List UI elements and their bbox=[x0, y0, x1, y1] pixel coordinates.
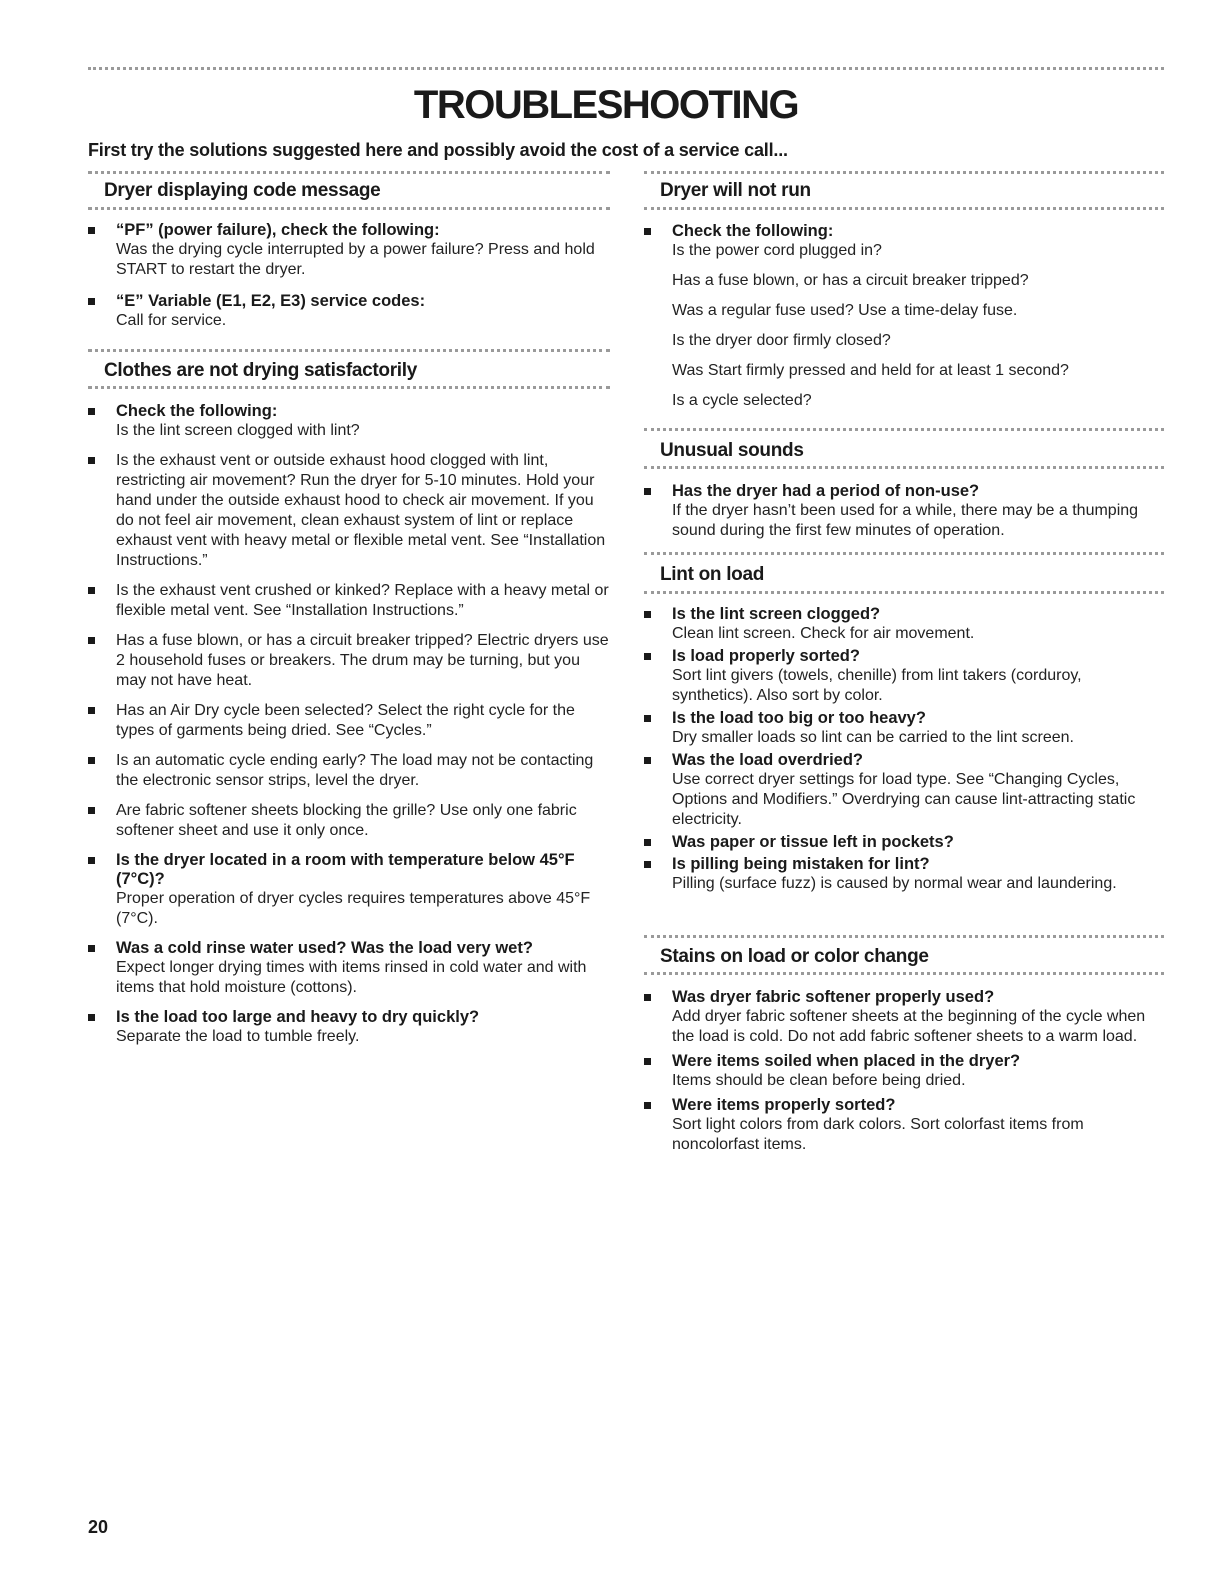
list-item bbox=[88, 221, 610, 280]
item-answer: Sort light colors from dark colors. Sort colorfast items from noncolorfast items. bbox=[672, 1116, 1084, 1153]
page-number: 20 bbox=[88, 1517, 109, 1537]
bullet-icon bbox=[88, 227, 95, 234]
section-heading: Clothes are not drying satisfactorily bbox=[104, 360, 418, 381]
bullet-icon bbox=[644, 839, 651, 846]
item-answer: Was the drying cycle interrupted by a power failure? Press and hold START to restart the dryer. bbox=[116, 241, 595, 278]
item-answer: Are fabric softener sheets blocking the grille? Use only one fabric softener sheet and use it only once. bbox=[116, 802, 577, 839]
item-answer: Expect longer drying times with items rinsed in cold water and with items that hold moisture (cottons). bbox=[116, 959, 587, 996]
item-answer: Separate the load to tumble freely. bbox=[116, 1028, 360, 1045]
bullet-icon bbox=[644, 653, 651, 660]
list-item bbox=[88, 801, 610, 841]
section-heading: Dryer displaying code message bbox=[104, 180, 381, 201]
list-item bbox=[88, 939, 610, 998]
item-question: Is pilling being mistaken for lint? bbox=[672, 855, 930, 873]
list-item bbox=[88, 292, 610, 331]
section-rule bbox=[644, 935, 1164, 938]
list-item bbox=[88, 851, 610, 929]
item-question: Were items soiled when placed in the dryer? bbox=[672, 1052, 1021, 1070]
item-answer: Use correct dryer settings for load type. See “Changing Cycles, Options and Modifiers.” Overdrying can cause lint-attracting static electricity. bbox=[672, 771, 1136, 828]
section-unusual-sounds bbox=[644, 440, 1164, 462]
item-answer: Is the lint screen clogged with lint? bbox=[116, 422, 360, 439]
item-question: Is the dryer located in a room with temperature below 45°F (7°C)? bbox=[116, 851, 575, 888]
bullet-icon bbox=[644, 757, 651, 764]
list-item bbox=[88, 1008, 610, 1047]
section-heading: Stains on load or color change bbox=[660, 946, 929, 967]
item-answer: Add dryer fabric softener sheets at the beginning of the cycle when the load is cold. Do not add fabric softener sheets to a warm load. bbox=[672, 1008, 1146, 1045]
not-drying-list bbox=[88, 402, 610, 1047]
section-not-drying bbox=[88, 360, 610, 382]
list-item bbox=[644, 1052, 1164, 1091]
item-question: Was paper or tissue left in pockets? bbox=[672, 833, 954, 851]
section-rule bbox=[88, 207, 610, 210]
item-question: “PF” (power failure), check the following: bbox=[116, 221, 440, 239]
bullet-icon bbox=[88, 457, 95, 464]
item-question: “E” Variable (E1, E2, E3) service codes: bbox=[116, 292, 426, 310]
section-rule bbox=[88, 349, 610, 352]
section-rule bbox=[644, 171, 1164, 174]
bullet-icon bbox=[88, 945, 95, 952]
bullet-icon bbox=[88, 757, 95, 764]
section-heading: Dryer will not run bbox=[660, 180, 811, 201]
list-item bbox=[644, 605, 1164, 644]
bullet-icon bbox=[644, 611, 651, 618]
bullet-icon bbox=[644, 228, 651, 235]
list-item bbox=[88, 402, 610, 441]
unusual-sounds-list bbox=[644, 482, 1164, 541]
list-item bbox=[88, 701, 610, 741]
item-answer: Is an automatic cycle ending early? The load may not be contacting the electronic sensor strips, level the dryer. bbox=[116, 752, 594, 789]
item-answer: Clean lint screen. Check for air movement. bbox=[672, 625, 975, 642]
section-lint-on-load bbox=[644, 564, 1164, 586]
bullet-icon bbox=[88, 707, 95, 714]
check-item: Has a fuse blown, or has a circuit breaker tripped? bbox=[672, 272, 1029, 289]
bullet-icon bbox=[644, 1058, 651, 1065]
section-will-not-run bbox=[644, 180, 1164, 202]
list-item bbox=[644, 222, 1164, 241]
top-rule bbox=[88, 67, 1164, 70]
list-item bbox=[644, 988, 1164, 1047]
item-answer: Items should be clean before being dried. bbox=[672, 1072, 966, 1089]
item-answer: If the dryer hasn’t been used for a while, there may be a thumping sound during the first few minutes of operation. bbox=[672, 502, 1139, 539]
item-answer: Call for service. bbox=[116, 312, 227, 329]
bullet-icon bbox=[88, 807, 95, 814]
bullet-icon bbox=[644, 1102, 651, 1109]
bullet-icon bbox=[88, 587, 95, 594]
item-question: Is the lint screen clogged? bbox=[672, 605, 881, 623]
bullet-icon bbox=[88, 1014, 95, 1021]
bullet-icon bbox=[88, 298, 95, 305]
list-item bbox=[88, 751, 610, 791]
section-code-message bbox=[88, 180, 610, 202]
item-question: Has the dryer had a period of non-use? bbox=[672, 482, 980, 500]
item-question: Is the load too large and heavy to dry quickly? bbox=[116, 1008, 480, 1026]
code-message-list bbox=[88, 221, 610, 331]
item-answer: Dry smaller loads so lint can be carried to the lint screen. bbox=[672, 729, 1074, 746]
section-heading: Lint on load bbox=[660, 564, 765, 585]
check-item: Was Start firmly pressed and held for at least 1 second? bbox=[672, 362, 1069, 379]
check-item: Was a regular fuse used? Use a time-delay fuse. bbox=[672, 302, 1018, 319]
bullet-icon bbox=[644, 994, 651, 1001]
section-rule bbox=[644, 972, 1164, 975]
item-answer: Has an Air Dry cycle been selected? Select the right cycle for the types of garments being dried. See “Cycles.” bbox=[116, 702, 575, 739]
bullet-icon bbox=[644, 715, 651, 722]
check-list bbox=[644, 241, 1164, 411]
item-question: Was the load overdried? bbox=[672, 751, 864, 769]
section-rule bbox=[644, 466, 1164, 469]
item-answer: Is the exhaust vent crushed or kinked? Replace with a heavy metal or flexible metal vent. See “Installation Instructions.” bbox=[116, 582, 609, 619]
intro-text: First try the solutions suggested here and possibly avoid the cost of a service call... bbox=[88, 140, 788, 160]
item-question: Were items properly sorted? bbox=[672, 1096, 896, 1114]
section-heading: Unusual sounds bbox=[660, 440, 804, 461]
item-question: Check the following: bbox=[116, 402, 278, 420]
will-not-run-list bbox=[644, 222, 1164, 421]
section-stains bbox=[644, 946, 1164, 968]
bullet-icon bbox=[644, 861, 651, 868]
item-question: Is the load too big or too heavy? bbox=[672, 709, 926, 727]
bullet-icon bbox=[644, 488, 651, 495]
item-answer: Pilling (surface fuzz) is caused by normal wear and laundering. bbox=[672, 875, 1117, 892]
stains-list bbox=[644, 988, 1164, 1155]
item-answer: Has a fuse blown, or has a circuit breaker tripped? Electric dryers use 2 household fuses or breakers. The drum may be turning, but you may not have heat. bbox=[116, 632, 609, 689]
lint-on-load-list bbox=[644, 605, 1164, 894]
item-answer: Sort lint givers (towels, chenille) from lint takers (corduroy, synthetics). Also sort by color. bbox=[672, 667, 1082, 704]
section-rule bbox=[644, 428, 1164, 431]
check-item: Is a cycle selected? bbox=[672, 392, 812, 409]
item-question: Check the following: bbox=[672, 222, 834, 240]
will-not-run-bullets bbox=[644, 222, 1164, 241]
section-rule bbox=[644, 207, 1164, 210]
item-question: Is load properly sorted? bbox=[672, 647, 860, 665]
list-item bbox=[644, 647, 1164, 706]
section-rule bbox=[644, 552, 1164, 555]
item-question: Was dryer fabric softener properly used? bbox=[672, 988, 995, 1006]
list-item bbox=[88, 581, 610, 621]
list-item bbox=[644, 1096, 1164, 1155]
list-item bbox=[644, 751, 1164, 830]
section-rule bbox=[88, 386, 610, 389]
list-item bbox=[644, 855, 1164, 894]
item-answer: Is the exhaust vent or outside exhaust hood clogged with lint, restricting air movement? Run the dryer for 5-10 minutes. Hold your hand under the outside exhaust hood to check air movement. If you do not feel air movement, clean exhaust system of lint or replace exhaust vent with heavy metal or flexible metal vent. See “Installation Instructions.” bbox=[116, 452, 606, 569]
item-answer: Proper operation of dryer cycles requires temperatures above 45°F (7°C). bbox=[116, 890, 591, 927]
section-rule bbox=[644, 591, 1164, 594]
list-item bbox=[644, 709, 1164, 748]
bullet-icon bbox=[88, 857, 95, 864]
section-rule bbox=[88, 171, 610, 174]
bullet-icon bbox=[88, 637, 95, 644]
page-title: TROUBLESHOOTING bbox=[413, 83, 799, 127]
list-item bbox=[88, 451, 610, 571]
check-item: Is the dryer door firmly closed? bbox=[672, 332, 891, 349]
list-item bbox=[644, 482, 1164, 541]
list-item bbox=[88, 631, 610, 691]
bullet-icon bbox=[88, 408, 95, 415]
item-question: Was a cold rinse water used? Was the load very wet? bbox=[116, 939, 533, 957]
check-item: Is the power cord plugged in? bbox=[672, 242, 882, 259]
list-item bbox=[644, 833, 1164, 852]
